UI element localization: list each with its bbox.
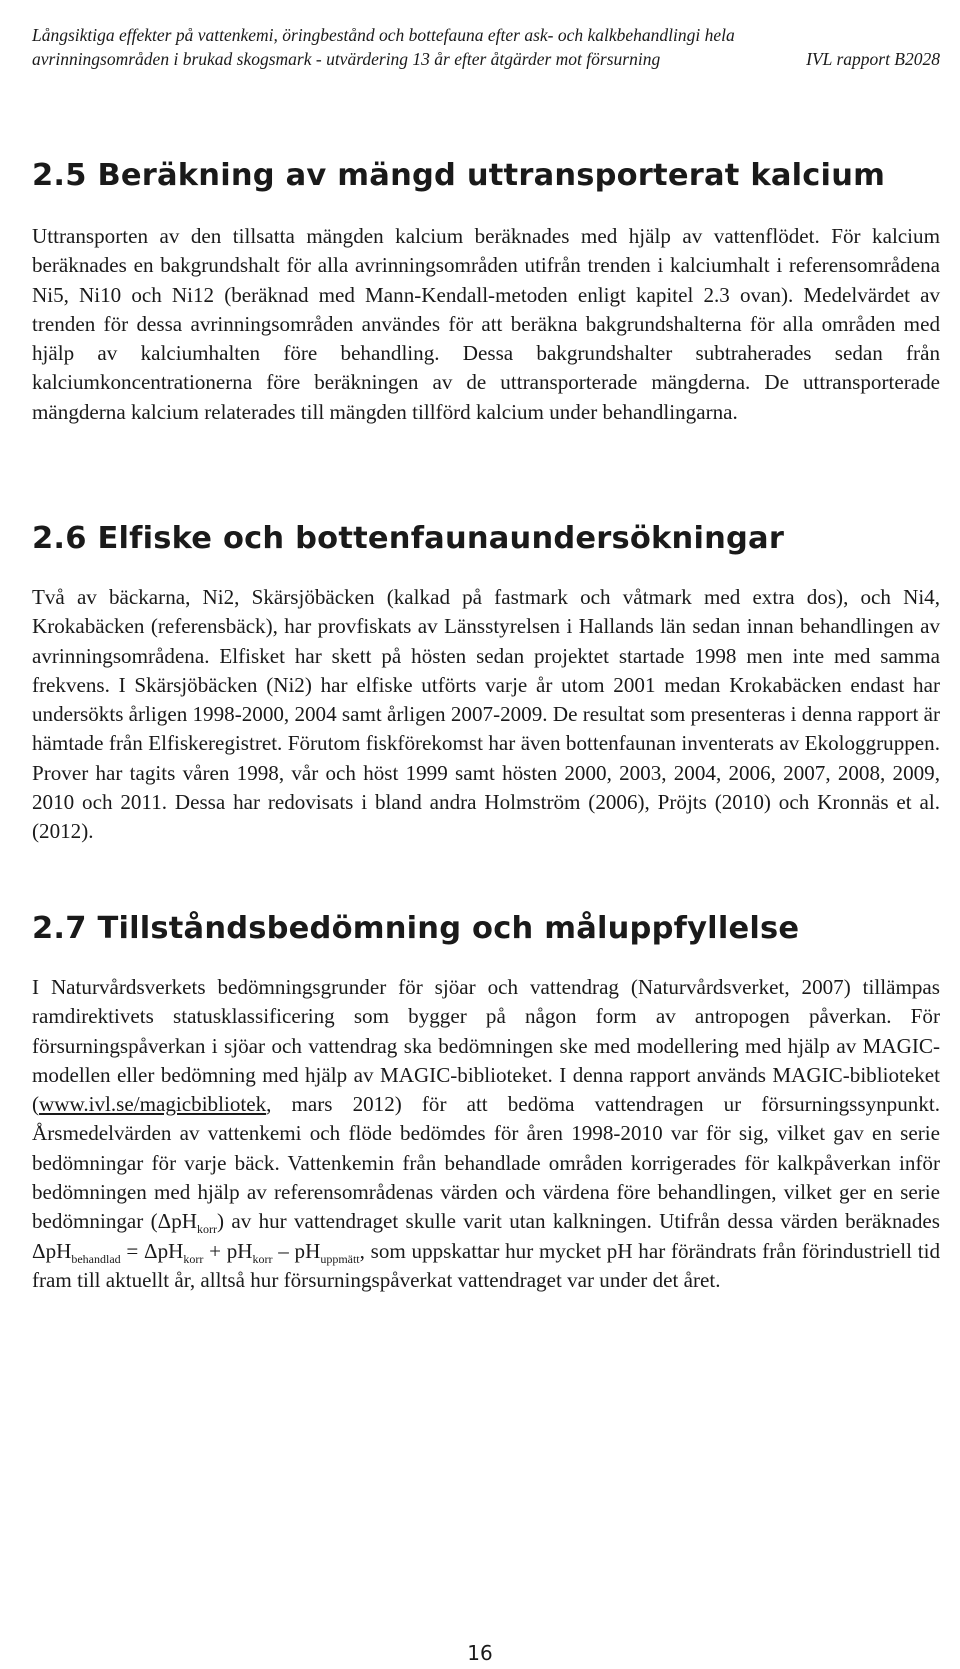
section-2-6-heading: 2.6 Elfiske och bottenfaunaundersökningar xyxy=(32,521,785,556)
formula-operator: + xyxy=(203,1238,227,1263)
section-2-7-heading: 2.7 Tillståndsbedömning och måluppfyllelse xyxy=(32,911,800,946)
formula-subscript: uppmätt xyxy=(320,1251,360,1266)
section-2-7-body xyxy=(32,973,940,1295)
section-2-5-body: Uttransporten av den tillsatta mängden kalcium beräknades med hjälp av vattenflödet. För kalcium beräknades en bakgrundshalt för alla avrinningsområden utifrån trenden i kalciumhalt i referensområdena Ni5, Ni10 och Ni12 (beräknad med Mann-Kendall-metoden enligt kapitel 2.3 ovan). Medelvärdet av trenden för dessa avrinningsområden användes för att beräkna bakgrundshalterna för alla områden med hjälp av kalciumhalten före behandling. Dessa bakgrundshalter subtraherades sedan från kalciumkoncentrationerna före beräkningen av de uttransporterade mängderna. De uttransporterade mängderna kalcium relaterades till mängden tillförd kalcium under behandlingarna. xyxy=(32,224,940,424)
magicbibliotek-link[interactable]: www.ivl.se/magicbibliotek xyxy=(39,1092,267,1117)
formula-subscript: korr xyxy=(183,1251,204,1266)
report-title-line-1: Långsiktiga effekter på vattenkemi, öringbestånd och bottefauna efter ask- och kalkbehandlingi hela xyxy=(32,25,735,45)
report-number: IVL rapport B2028 xyxy=(806,49,940,69)
formula-term: ΔpH xyxy=(144,1238,184,1263)
formula-term: pH xyxy=(294,1238,321,1263)
formula-term: pH xyxy=(226,1238,253,1263)
page-number: 16 xyxy=(467,1641,493,1665)
body-text: , mars 2012) för att bedöma vattendragen ur försurningssynpunkt. Årsmedelvärden av vattenkemi och flöde bedömdes för åren 1998-2010 var för sig, vilket gav en serie bedömningar för varje bäck. Vattenkemin från behandlade områden korrigerades för kalkpåverkan inför bedömningen med hjälp av referensområdenas värden och värdena före behandlingen, vilket ger en serie bedömningar ( xyxy=(32,1092,940,1234)
formula-term: ΔpH xyxy=(157,1209,197,1234)
formula-operator: – xyxy=(272,1238,295,1263)
report-title-line-2: avrinningsområden i brukad skogsmark - utvärdering 13 år efter åtgärder mot försurning xyxy=(32,49,661,69)
formula-subscript: behandlad xyxy=(71,1251,121,1266)
page-header xyxy=(32,23,940,71)
report-title xyxy=(32,23,752,71)
formula-term: ΔpH xyxy=(32,1238,72,1263)
body-text: ) av hur vattendraget skulle varit utan kalkningen. Utifrån dessa värden beräknades xyxy=(217,1209,940,1234)
body-text: , som uppskattar hur mycket pH har förändrats från förindustriell tid fram till aktuellt år, alltså hur försurningspåverkat vattendraget var under det året. xyxy=(32,1238,940,1292)
formula-subscript: korr xyxy=(252,1251,273,1266)
section-2-5-heading: 2.5 Beräkning av mängd uttransporterat kalcium xyxy=(32,158,886,193)
section-2-6-body: Två av bäckarna, Ni2, Skärsjöbäcken (kalkad på fastmark och våtmark med extra dos), och Ni4, Krokabäcken (referensbäck), har provfiskats av Länsstyrelsen i Hallands län sedan innan behandlingen av avrinningsområdena. Elfisket har skett på hösten sedan projektet startade 1998 men inte med samma frekvens. I Skärsjöbäcken (Ni2) har elfiske utförts varje år utom 2001 medan Krokabäcken endast har undersökts årligen 1998-2000, 2004 samt årligen 2007-2009. De resultat som presenteras i denna rapport är hämtade från Elfiskeregistret. Förutom fiskförekomst har även bottenfaunan inventerats av Ekologgruppen. Prover har tagits våren 1998, vår och höst 1999 samt hösten 2000, 2003, 2004, 2006, 2007, 2008, 2009, 2010 och 2011. Dessa har redovisats i bland andra Holmström (2006), Pröjts (2010) och Kronnäs et al. (2012). xyxy=(32,585,940,844)
formula-operator: = xyxy=(120,1238,145,1263)
body-text: I Naturvårdsverkets bedömningsgrunder för sjöar och vattendrag (Naturvårdsverket, 2007) tillämpas ramdirektivets statusklassificering som bygger på någon form av antropogen påverkan. För försurningspåverkan i sjöar och vattendrag ska bedömningen ske med modellering med hjälp av MAGIC-modellen eller bedömning med hjälp av MAGIC-biblioteket. I denna rapport används MAGIC-biblioteket ( xyxy=(32,975,940,1117)
formula-subscript: korr xyxy=(197,1222,217,1237)
